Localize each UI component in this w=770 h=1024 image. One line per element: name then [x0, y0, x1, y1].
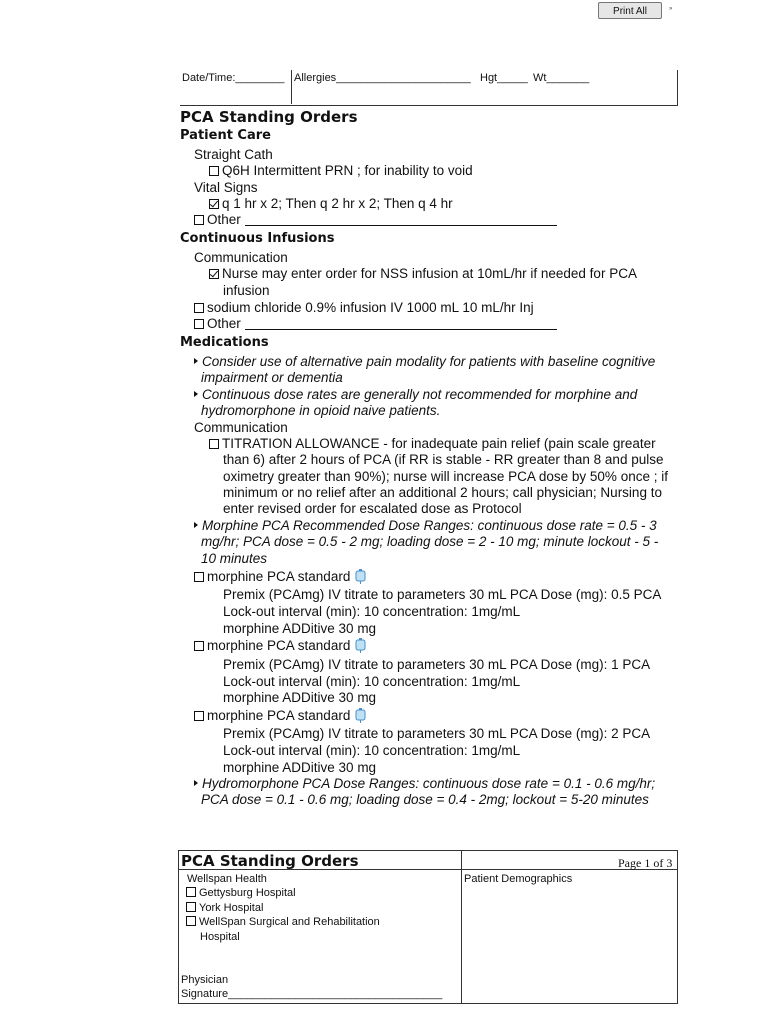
titration-label: TITRATION ALLOWANCE - for inadequate pain relief (pain scale greater	[222, 436, 656, 451]
checkbox-icon[interactable]	[194, 215, 204, 225]
morphine-order-label: morphine PCA standard	[207, 708, 351, 723]
other-label: Other	[207, 316, 241, 331]
titration-option[interactable]	[209, 436, 656, 453]
allergies-field[interactable]: Allergies______________________	[294, 72, 471, 84]
q6h-option[interactable]	[209, 163, 473, 180]
infusion-communication-label: Communication	[194, 250, 288, 265]
morphine-order-label: morphine PCA standard	[207, 638, 351, 653]
note-alternative-modality: Consider use of alternative pain modality for patients with baseline cognitive	[194, 354, 655, 371]
sodium-chloride-option[interactable]	[194, 300, 534, 317]
checkbox-icon[interactable]	[186, 902, 196, 912]
infusion-other-option[interactable]	[194, 316, 557, 333]
iv-bag-icon	[355, 638, 366, 653]
checkbox-icon[interactable]	[186, 916, 196, 926]
checkbox-icon[interactable]	[194, 711, 204, 721]
straight-cath-label: Straight Cath	[194, 147, 273, 162]
footer-title: PCA Standing Orders	[181, 852, 359, 870]
checkbox-icon[interactable]	[209, 439, 219, 449]
bullet-triangle-icon	[194, 522, 198, 528]
hospital-label: WellSpan Surgical and Rehabilitation	[199, 916, 380, 928]
checkbox-icon[interactable]	[209, 166, 219, 176]
titration-line: enter revised order for escalated dose as Protocol	[223, 501, 522, 516]
morphine-dose-ranges-cont: 10 minutes	[201, 551, 268, 566]
morphine-order-detail: Premix (PCAmg) IV titrate to parameters 30 mL PCA Dose (mg): 1 PCA	[223, 657, 651, 672]
nss-option[interactable]	[209, 266, 637, 283]
morphine-order-detail: morphine ADDitive 30 mg	[223, 621, 377, 636]
patient-demographics-label: Patient Demographics	[464, 873, 573, 885]
signature-field[interactable]: Signature___________________________________	[181, 988, 443, 1000]
morphine-order-option[interactable]	[194, 569, 366, 586]
org-name: Wellspan Health	[187, 873, 267, 885]
checkbox-icon[interactable]	[194, 572, 204, 582]
wellspan-surgical-option[interactable]	[186, 916, 380, 928]
bullet-triangle-icon	[194, 391, 198, 397]
height-field[interactable]: Hgt_____	[480, 72, 528, 84]
footer-divider	[461, 851, 462, 1003]
continuous-infusions-heading: Continuous Infusions	[180, 231, 335, 246]
bullet-triangle-icon	[194, 358, 198, 364]
morphine-order-detail: Lock-out interval (min): 10 concentration: 1mg/mL	[223, 604, 521, 619]
hydromorphone-dose-ranges-note: Hydromorphone PCA Dose Ranges: continuous dose rate = 0.1 - 0.6 mg/hr;	[194, 776, 655, 793]
checkbox-icon[interactable]	[194, 303, 204, 313]
page-title: PCA Standing Orders	[180, 108, 358, 126]
header-box-bottom	[180, 105, 678, 106]
note-continuous-dose-cont: hydromorphone in opioid naive patients.	[201, 403, 441, 418]
titration-line: oximetry greater than 90%); nurse will increase PCA dose by 50% once ; if	[223, 469, 668, 484]
titration-line: than 6) after 2 hours of PCA (if RR is stable - RR greater than 8 and pulse	[223, 452, 664, 467]
bullet-triangle-icon	[194, 780, 198, 786]
morphine-dose-ranges-note: Morphine PCA Recommended Dose Ranges: continuous dose rate = 0.5 - 3	[194, 518, 657, 535]
medications-heading: Medications	[180, 335, 269, 350]
morphine-order-option[interactable]	[194, 638, 366, 655]
hospital-label: Gettysburg Hospital	[199, 887, 296, 899]
page-number: Page 1 of 3	[618, 856, 673, 870]
morphine-order-detail: morphine ADDitive 30 mg	[223, 690, 377, 705]
checked-checkbox-icon[interactable]	[209, 269, 219, 279]
medications-communication-label: Communication	[194, 420, 288, 435]
header-box-left	[291, 70, 292, 104]
nss-label-cont: infusion	[223, 283, 270, 298]
iv-bag-icon	[355, 708, 366, 723]
note-alternative-modality-cont: impairment or dementia	[201, 370, 343, 385]
patient-care-heading: Patient Care	[180, 128, 271, 143]
q6h-label: Q6H Intermittent PRN ; for inability to void	[222, 163, 473, 178]
checkbox-icon[interactable]	[194, 641, 204, 651]
checkbox-icon[interactable]	[186, 887, 196, 897]
physician-label: Physician	[181, 974, 229, 986]
vital-signs-label: Vital Signs	[194, 180, 258, 195]
vitals-option[interactable]	[209, 196, 453, 213]
hospital-label-cont: Hospital	[200, 931, 240, 943]
morphine-order-detail: Premix (PCAmg) IV titrate to parameters 30 mL PCA Dose (mg): 0.5 PCA	[223, 587, 662, 602]
other-input-line[interactable]	[245, 317, 557, 330]
iv-bag-icon	[355, 569, 366, 584]
header-box-right	[677, 70, 678, 106]
expand-mark: »	[669, 6, 673, 12]
gettysburg-option[interactable]	[186, 887, 296, 899]
morphine-order-detail: morphine ADDitive 30 mg	[223, 760, 377, 775]
york-option[interactable]	[186, 902, 263, 914]
sodium-label: sodium chloride 0.9% infusion IV 1000 mL 10 mL/hr Inj	[207, 300, 534, 315]
nss-label: Nurse may enter order for NSS infusion at 10mL/hr if needed for PCA	[222, 266, 637, 281]
vitals-label: q 1 hr x 2; Then q 2 hr x 2; Then q 4 hr	[222, 196, 453, 211]
morphine-order-detail: Lock-out interval (min): 10 concentration: 1mg/mL	[223, 674, 521, 689]
datetime-field[interactable]: Date/Time:________	[182, 72, 285, 84]
morphine-order-option[interactable]	[194, 708, 366, 725]
weight-field[interactable]: Wt_______	[533, 72, 590, 84]
checkbox-icon[interactable]	[194, 319, 204, 329]
morphine-order-detail: Lock-out interval (min): 10 concentration: 1mg/mL	[223, 743, 521, 758]
hydromorphone-dose-ranges-cont: PCA dose = 0.1 - 0.6 mg; loading dose = 0.4 - 2mg; lockout = 5-20 minutes	[201, 792, 649, 807]
titration-line: minimum or no relief after an additional 2 hours; call physician; Nursing to	[223, 485, 662, 500]
hospital-label: York Hospital	[199, 902, 264, 914]
morphine-order-label: morphine PCA standard	[207, 569, 351, 584]
other-input-line[interactable]	[245, 213, 557, 226]
checked-checkbox-icon[interactable]	[209, 199, 219, 209]
patient-care-other-option[interactable]	[194, 212, 557, 229]
print-all-button[interactable]: Print All	[598, 2, 662, 19]
morphine-order-detail: Premix (PCAmg) IV titrate to parameters 30 mL PCA Dose (mg): 2 PCA	[223, 726, 651, 741]
morphine-dose-ranges-cont: mg/hr; PCA dose = 0.5 - 2 mg; loading dose = 2 - 10 mg; minute lockout - 5 -	[201, 534, 659, 549]
other-label: Other	[207, 212, 241, 227]
note-continuous-dose: Continuous dose rates are generally not recommended for morphine and	[194, 387, 637, 404]
